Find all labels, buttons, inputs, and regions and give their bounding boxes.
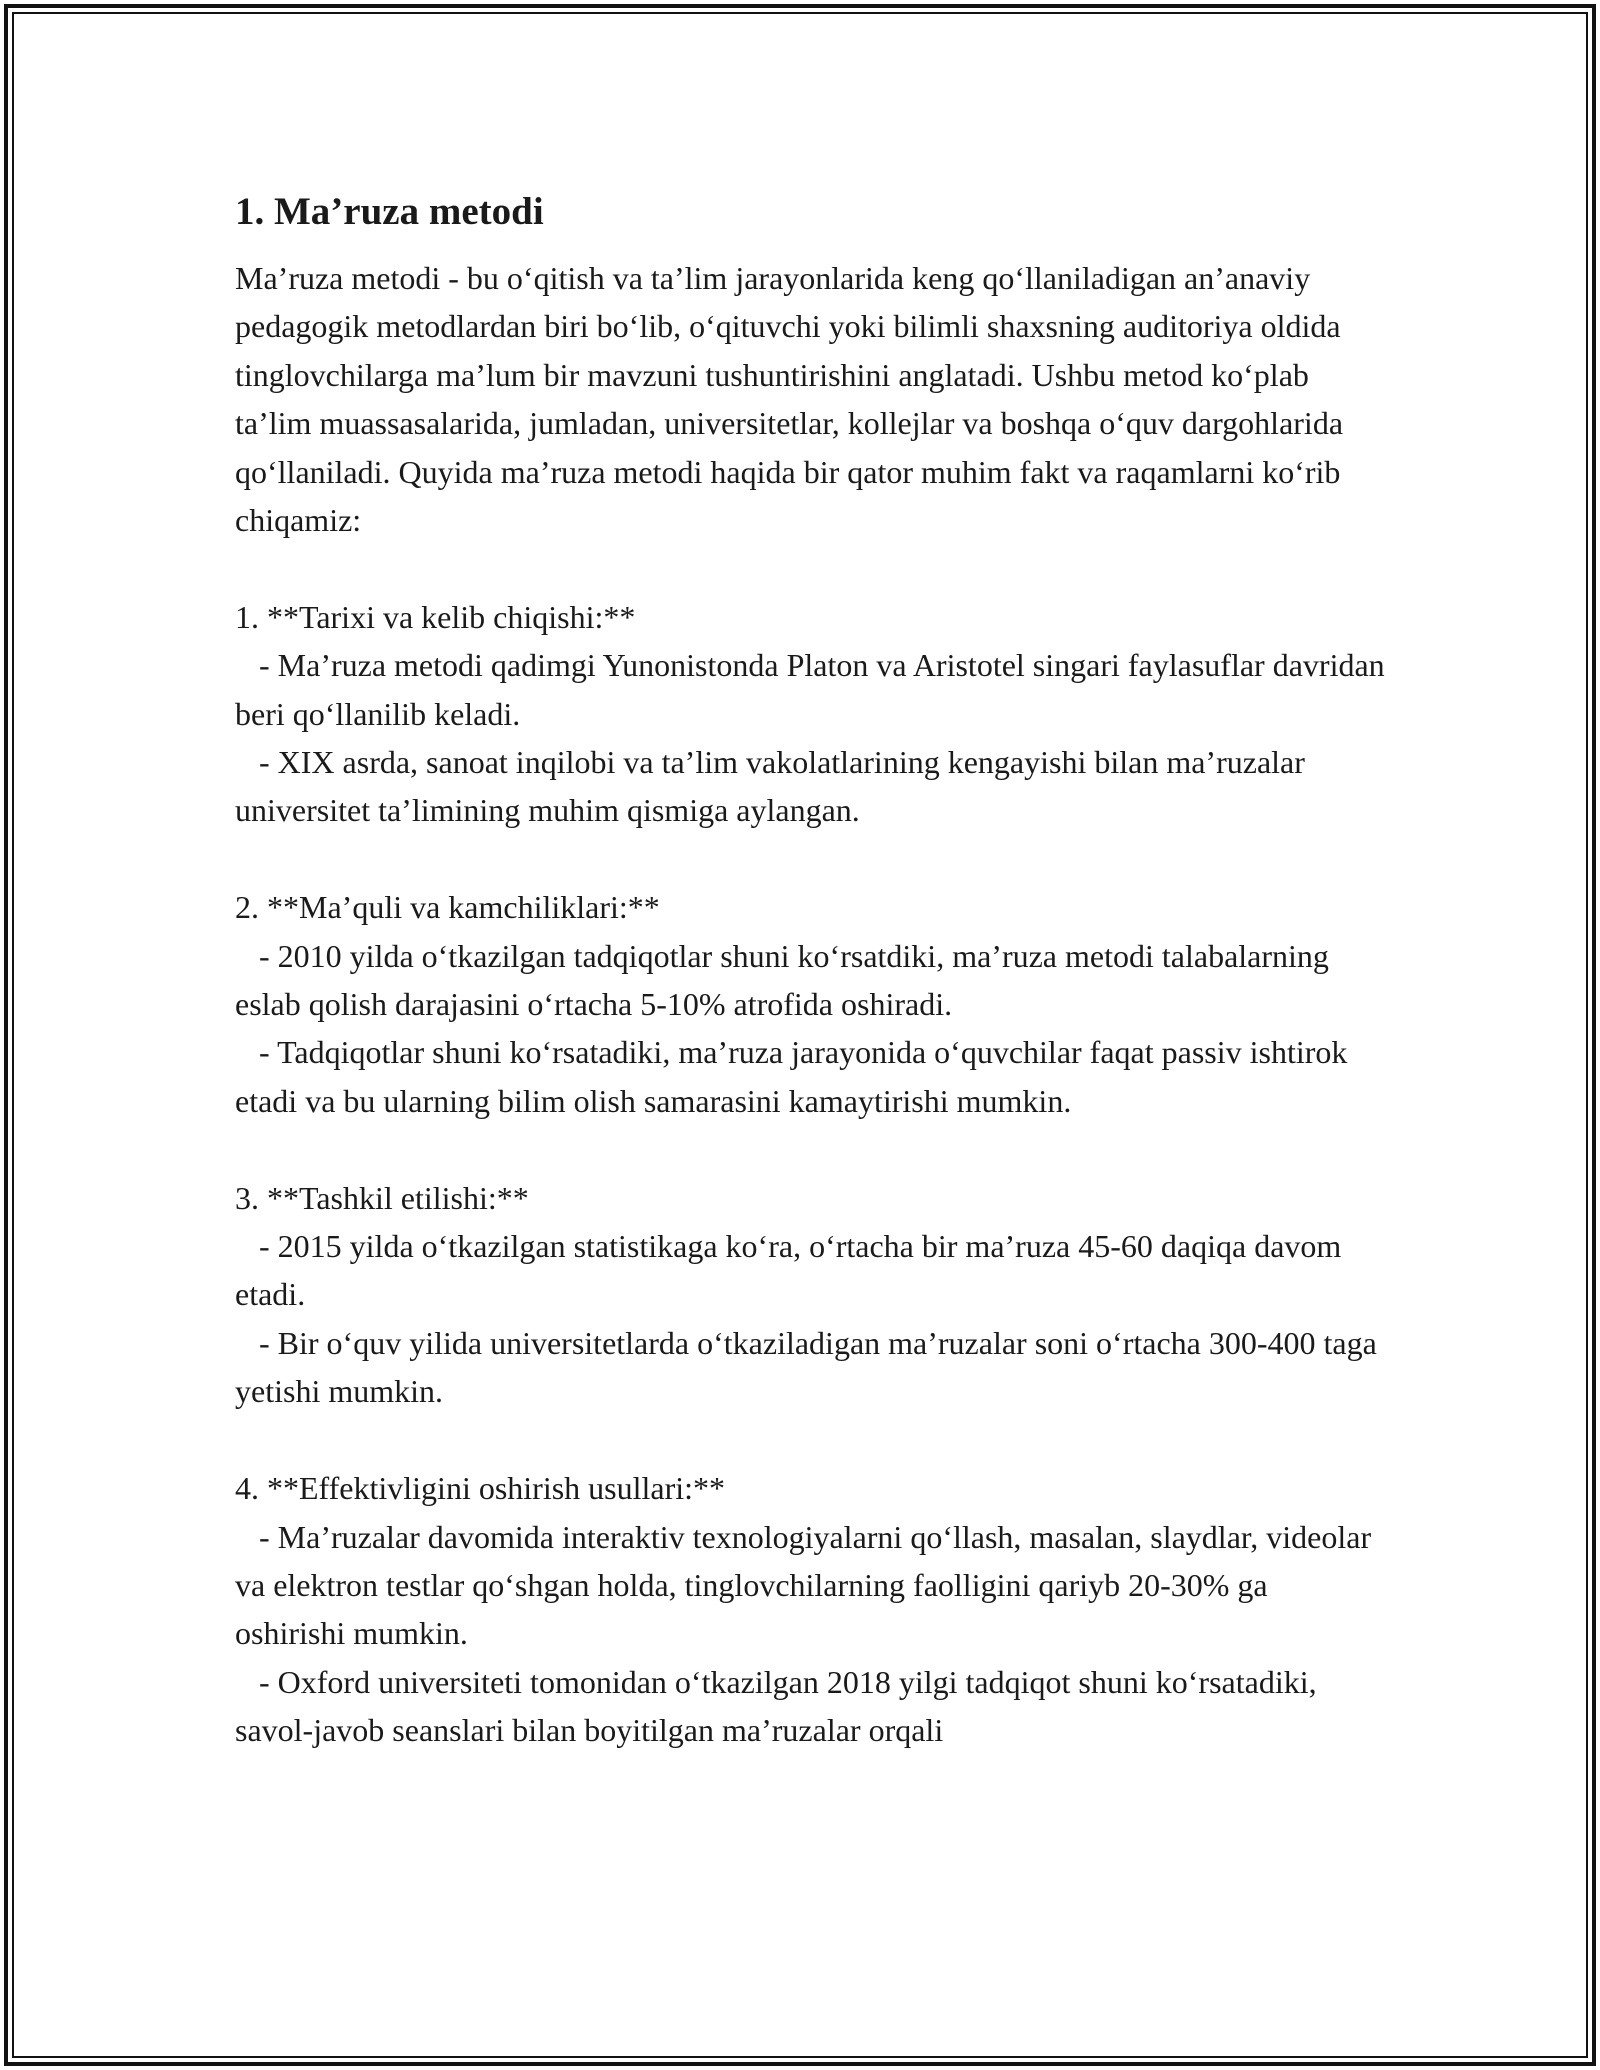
list-item-bullet: - 2010 yilda o‘tkazilgan tadqiqotlar shuni ko‘rsatdiki, ma’ruza metodi talabalarning eslab qolish darajasini o‘rtacha 5-10% atrofida oshiradi. xyxy=(235,937,1337,1023)
section-heading: 1. Ma’ruza metodi xyxy=(235,190,544,233)
list-section xyxy=(235,1464,1385,1754)
list-item-bullet: - Oxford universiteti tomonidan o‘tkazilgan 2018 yilgi tadqiqot shuni ko‘rsatadiki, savol-javob seanslari bilan boyitilgan ma’ruzalar orqali xyxy=(235,1663,1325,1749)
list-item-bullet: - Ma’ruzalar davomida interaktiv texnologiyalarni qo‘llash, masalan, slaydlar, videolar va elektron testlar qo‘shgan holda, tinglovchilarning faolligini qariyb 20-30% ga oshirishi mumkin. xyxy=(235,1518,1380,1652)
list-item-title: 2. **Ma’quli va kamchiliklari:** xyxy=(235,889,660,926)
list-item-bullet: - Tadqiqotlar shuni ko‘rsatadiki, ma’ruza jarayonida o‘quvchilar faqat passiv ishtirok etadi va bu ularning bilim olish samarasini kamaytirishi mumkin. xyxy=(235,1034,1356,1119)
intro-paragraph: Ma’ruza metodi - bu o‘qitish va ta’lim jarayonlarida keng qo‘llaniladigan an’anaviy pedagogik metodlardan biri bo‘lib, o‘qituvchi yoki bilimli shaxsning auditoriya oldida tinglovchilarga ma’lum bir mavzuni tushuntirishini anglatadi. Ushbu metod ko‘plab ta’lim muassasalarida, jumladan, universitetlar, kollejlar va boshqa o‘quv dargohlarida qo‘llaniladi. Quyida ma’ruza metodi haqida bir qator muhim fakt va raqamlarni ko‘rib chiqamiz: xyxy=(235,260,1352,539)
list-section xyxy=(235,1174,1385,1416)
list-item-bullet: - Bir o‘quv yilida universitetlarda o‘tkaziladigan ma’ruzalar soni o‘rtacha 300-400 taga yetishi mumkin. xyxy=(235,1324,1385,1410)
list-item-title: 4. **Effektivligini oshirish usullari:** xyxy=(235,1470,726,1507)
list-item-bullet: - 2015 yilda o‘tkazilgan statistikaga ko‘ra, o‘rtacha bir ma’ruza 45-60 daqiqa davom etadi. xyxy=(235,1228,1350,1313)
list-section xyxy=(235,593,1393,835)
document-body xyxy=(235,184,1393,1755)
list-item-title: 1. **Tarixi va kelib chiqishi:** xyxy=(235,598,636,635)
list-item-title: 3. **Tashkil etilishi:** xyxy=(235,1179,529,1216)
list-section xyxy=(235,883,1385,1125)
list-item-bullet: - XIX asrda, sanoat inqilobi va ta’lim vakolatlarining kengayishi bilan ma’ruzalar universitet ta’limining muhim qismiga aylangan. xyxy=(235,744,1313,829)
list-item-bullet: - Ma’ruza metodi qadimgi Yunonistonda Platon va Aristotel singari faylasuflar davridan beri qo‘llanilib keladi. xyxy=(235,647,1393,732)
